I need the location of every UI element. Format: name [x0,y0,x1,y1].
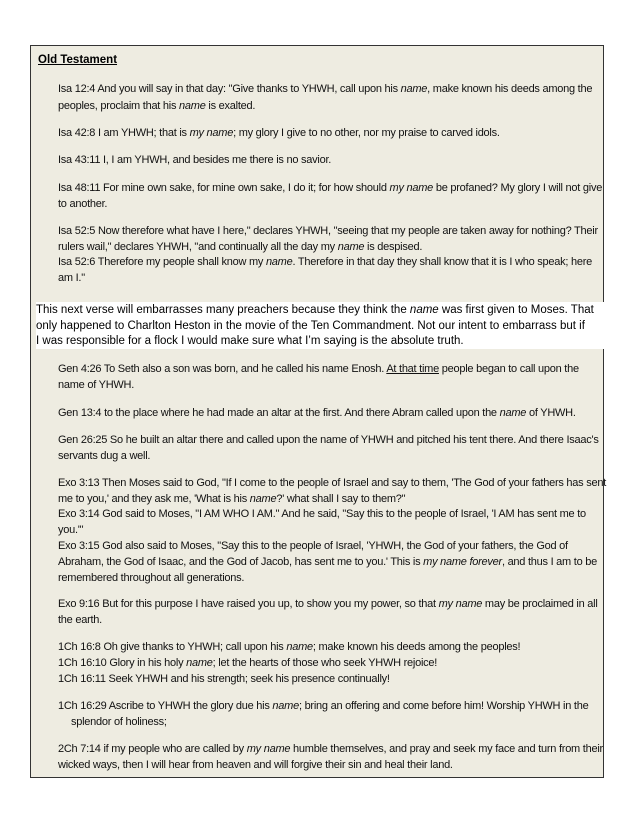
commentary-note [36,302,604,349]
verse-1ch-16-10: 1Ch 16:10 Glory in his holy name; let the hearts of those who seek YHWH rejoice! [58,657,438,669]
verse-line: Isa 48:11 For mine own sake, for mine own sake, I do it; for how should my name be profaned? My glory I will not give [58,182,603,194]
verse-line: Gen 26:25 So he built an altar there and called upon the name of YHWH and pitched his tent there. And there Isaac's [58,434,599,446]
verse-line: servants dug a well. [58,450,151,462]
verse-line: the earth. [58,614,102,626]
verse-line: Isa 52:6 Therefore my people shall know my name. Therefore in that day they shall know that it is I who speak; here [58,256,592,268]
verse-line: rulers wail," declares YHWH, "and continually all the day my name is despised. [58,241,423,253]
verse-isa-43-11: Isa 43:11 I, I am YHWH, and besides me there is no savior. [58,154,332,166]
verse-line: to another. [58,198,108,210]
verse-isa-42-8: Isa 42:8 I am YHWH; that is my name; my glory I give to no other, nor my praise to carved idols. [58,127,500,139]
verse-line: remembered throughout all generations. [58,572,245,584]
section-heading: Old Testament [38,54,118,66]
note-line: I was responsible for a flock I would make sure what I’m saying is the absolute truth. [36,335,464,347]
verse-1ch-16-8: 1Ch 16:8 Oh give thanks to YHWH; call upon his name; make known his deeds among the peoples! [58,641,521,653]
verse-line: Isa 12:4 And you will say in that day: "Give thanks to YHWH, call upon his name, make known his deeds among the [58,83,593,95]
verse-line: Gen 4:26 To Seth also a son was born, and he called his name Enosh. At that time people began to call upon the [58,363,579,375]
verse-line: Abraham, the God of Isaac, and the God of Jacob, has sent me to you.' This is my name forever, and thus I am to be [58,556,597,568]
verse-line: Exo 9:16 But for this purpose I have raised you up, to show you my power, so that my name may be proclaimed in all [58,598,598,610]
verse-line: splendor of holiness; [71,716,167,728]
verse-line: Isa 52:5 Now therefore what have I here," declares YHWH, "seeing that my people are taken away for nothing? Their [58,225,598,237]
verse-1ch-16-11: 1Ch 16:11 Seek YHWH and his strength; seek his presence continually! [58,673,390,685]
old-testament-box [30,45,607,778]
verse-line: name of YHWH. [58,379,135,391]
verse-line: 2Ch 7:14 if my people who are called by my name humble themselves, and pray and seek my face and turn from their [58,743,603,755]
verse-line: 1Ch 16:29 Ascribe to YHWH the glory due his name; bring an offering and come before him! Worship YHWH in the [58,700,589,712]
verse-line: am I." [58,272,85,284]
verse-line: you.'" [58,524,84,536]
verse-line: Exo 3:14 God said to Moses, "I AM WHO I AM." And he said, "Say this to the people of Israel, 'I AM has sent me to [58,508,586,520]
verse-gen-13-4: Gen 13:4 to the place where he had made an altar at the first. And there Abram called upon the name of YHWH. [58,407,576,419]
note-line: only happened to Charlton Heston in the movie of the Ten Commandment. Not our intent to embarrass but if [36,319,585,332]
verse-line: wicked ways, then I will hear from heaven and will forgive their sin and heal their land. [58,759,453,771]
verse-line: Exo 3:13 Then Moses said to God, "If I come to the people of Israel and say to them, 'The God of your fathers has sent [58,477,607,489]
verse-line: Exo 3:15 God also said to Moses, "Say this to the people of Israel, 'YHWH, the God of your fathers, the God of [58,540,568,552]
note-line: This next verse will embarrasses many preachers because they think the name was first given to Moses. That [36,304,594,316]
verse-line: me to you,' and they ask me, 'What is his name?' what shall I say to them?" [58,493,406,505]
verse-line: peoples, proclaim that his name is exalted. [58,100,256,112]
